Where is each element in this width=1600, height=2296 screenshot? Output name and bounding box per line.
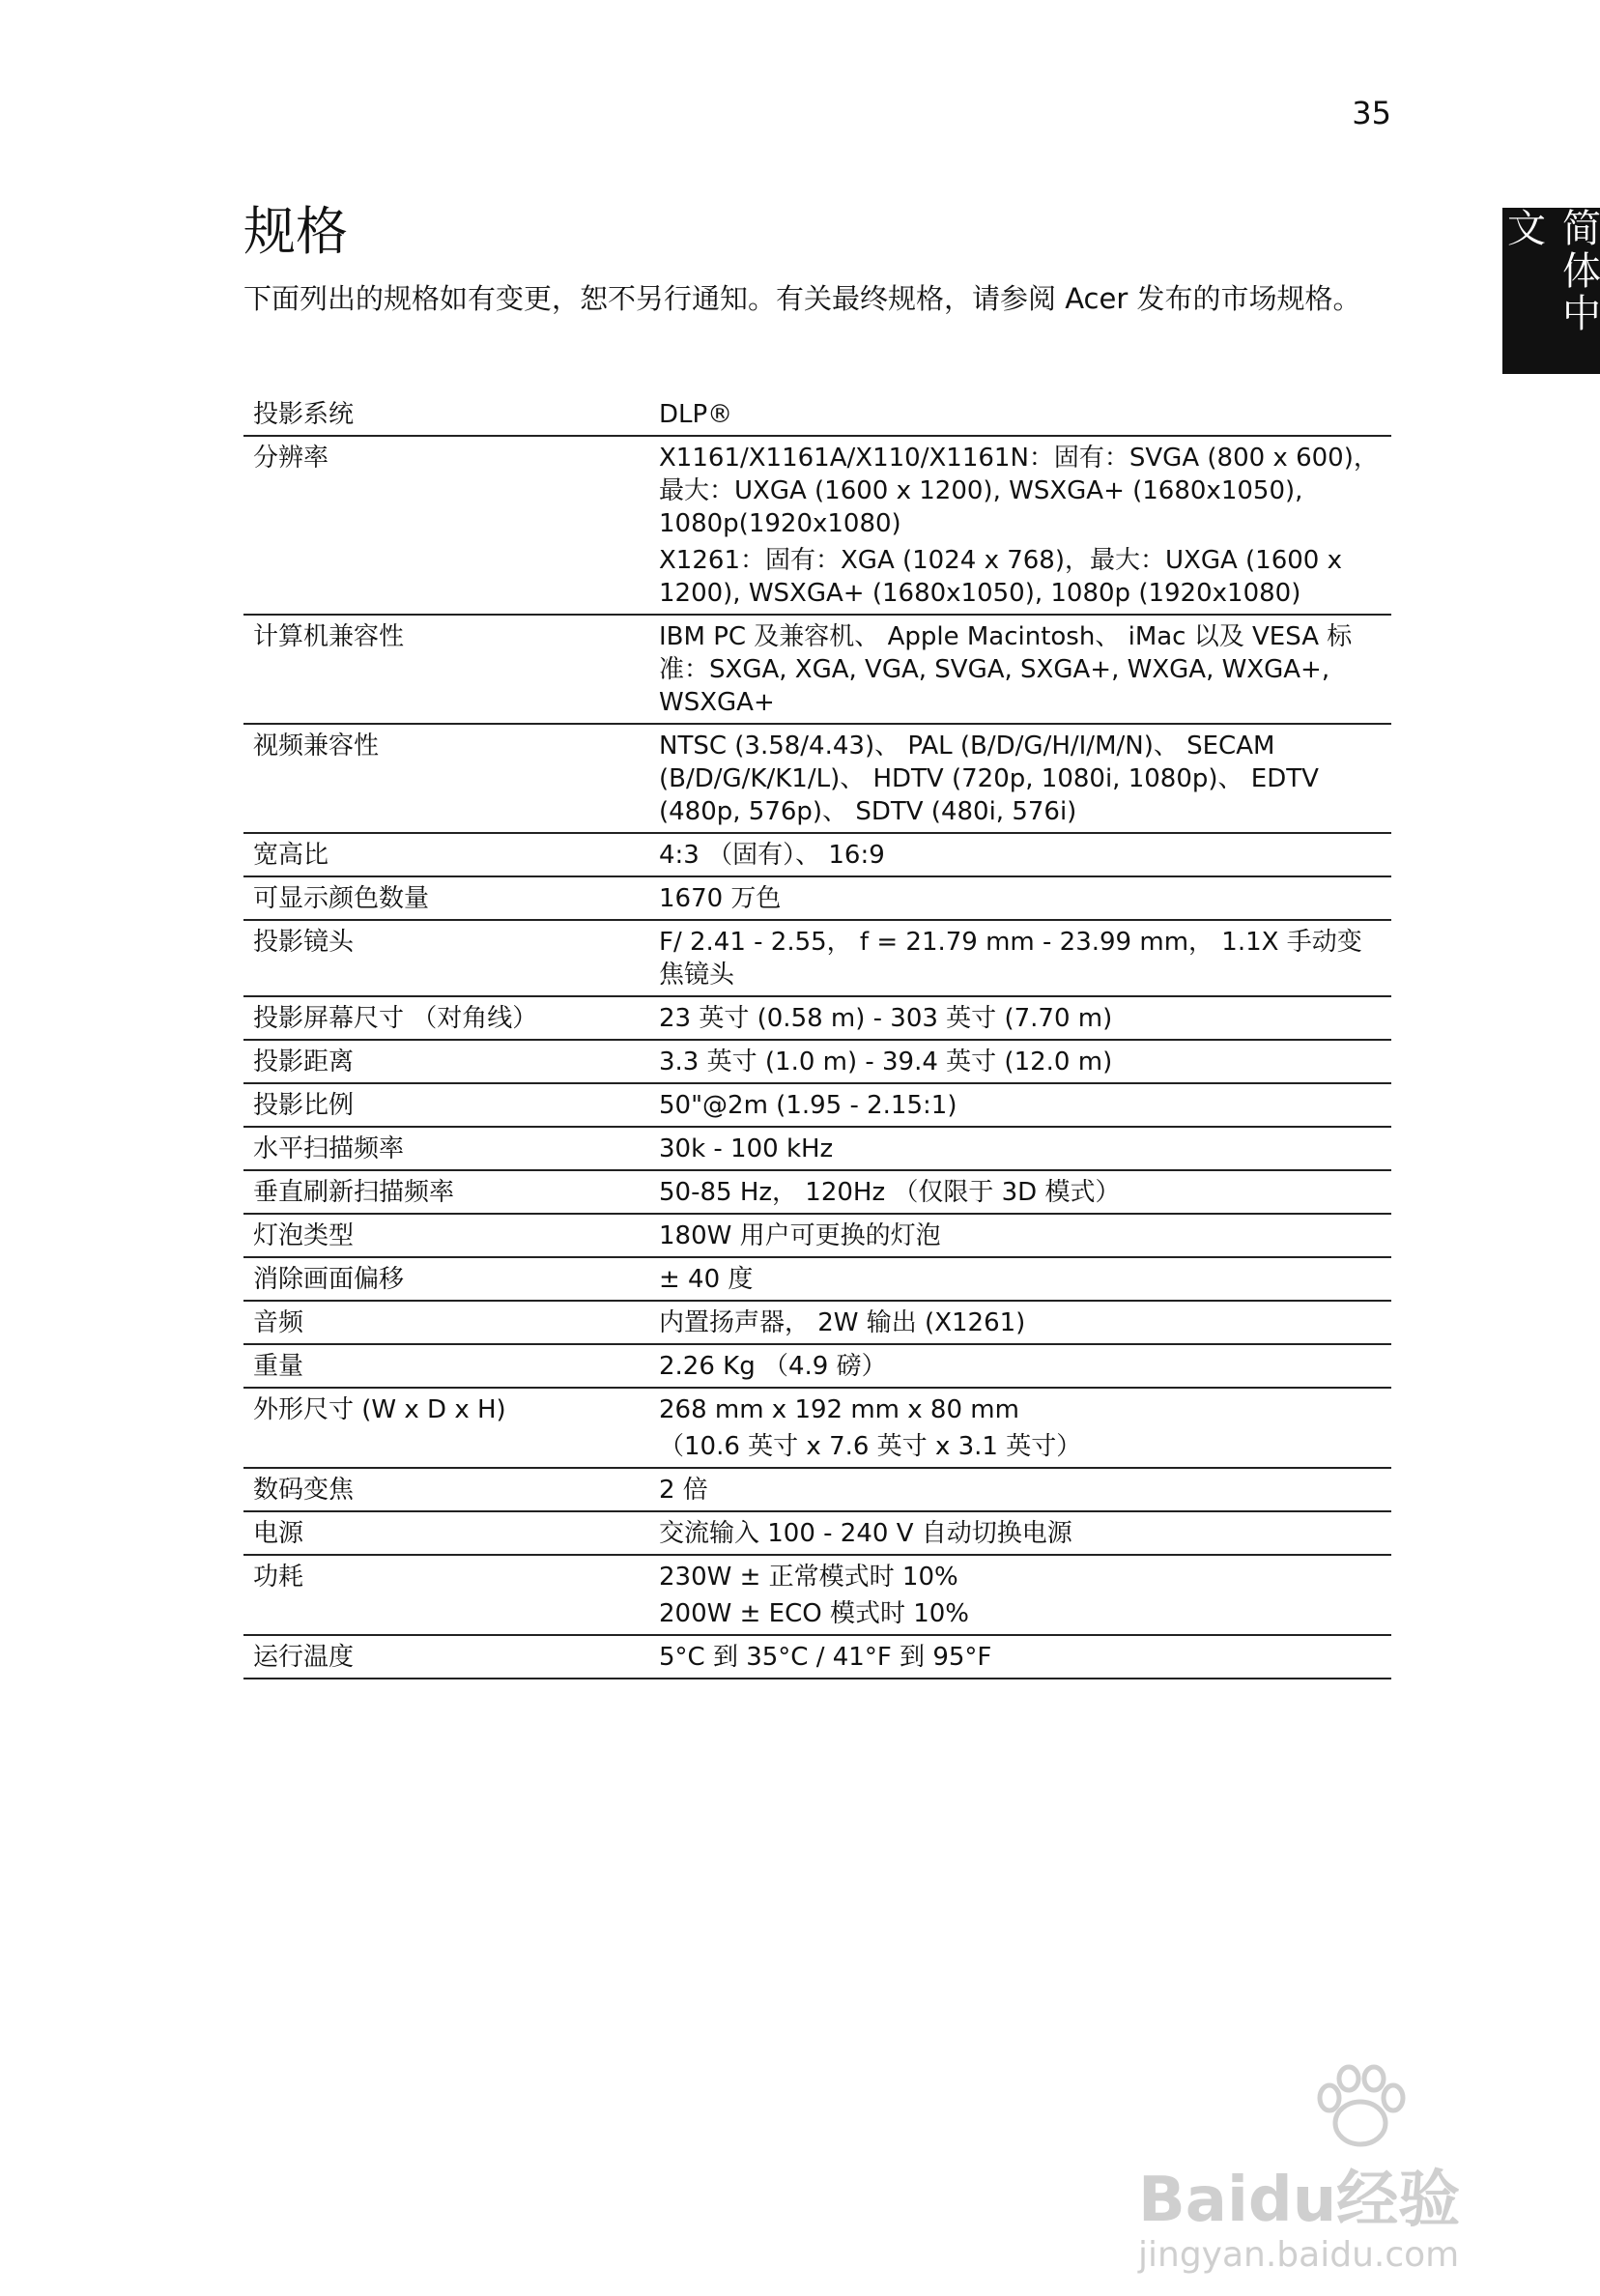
spec-label: 水平扫描频率 [243, 1127, 647, 1170]
baidu-watermark [1129, 2063, 1515, 2285]
spec-value-line: 50-85 Hz， 120Hz （仅限于 3D 模式） [659, 1178, 1121, 1207]
spec-row [243, 1214, 1391, 1257]
spec-label: 投影屏幕尺寸 （对角线） [243, 996, 647, 1040]
spec-table [243, 393, 1391, 1679]
spec-value [647, 1635, 1391, 1679]
spec-row [243, 1170, 1391, 1214]
spec-value [647, 1257, 1391, 1301]
spec-value [647, 1468, 1391, 1511]
spec-value-line: ± 40 度 [659, 1265, 754, 1294]
spec-value [647, 833, 1391, 876]
spec-row [243, 876, 1391, 920]
spec-row [243, 1127, 1391, 1170]
spec-value-line: 1670 万色 [659, 884, 782, 913]
spec-value [647, 436, 1391, 615]
spec-value-line: F/ 2.41 - 2.55， f = 21.79 mm - 23.99 mm， 1.1X 手动变焦镜头 [659, 928, 1362, 990]
spec-label: 电源 [243, 1511, 647, 1555]
spec-label: 宽高比 [243, 833, 647, 876]
spec-row [243, 393, 1391, 436]
spec-value [647, 1214, 1391, 1257]
spec-row [243, 1555, 1391, 1635]
spec-value-line: X1261：固有：XGA (1024 x 768)，最大：UXGA (1600 x 1200), WSXGA+ (1680x1050), 1080p (1920x1080) [659, 546, 1342, 608]
spec-value [647, 920, 1391, 996]
spec-row [243, 1257, 1391, 1301]
spec-label: 投影距离 [243, 1040, 647, 1083]
spec-table-body [243, 393, 1391, 1679]
spec-value-line: 200W ± ECO 模式时 10% [659, 1599, 970, 1628]
spec-row [243, 436, 1391, 615]
language-side-tab: 简体中文 [1502, 208, 1600, 374]
spec-value-line: 180W 用户可更换的灯泡 [659, 1221, 941, 1250]
spec-value [647, 615, 1391, 724]
spec-row [243, 1468, 1391, 1511]
spec-value [647, 1301, 1391, 1344]
spec-value-line: 30k - 100 kHz [659, 1134, 834, 1163]
spec-row [243, 615, 1391, 724]
spec-label: 计算机兼容性 [243, 615, 647, 724]
spec-label: 灯泡类型 [243, 1214, 647, 1257]
spec-value-line: X1161/X1161A/X110/X1161N：固有：SVGA (800 x 600)，最大：UXGA (1600 x 1200), WSXGA+ (1680x1050), 1080p(1920x1080) [659, 444, 1379, 538]
spec-row [243, 1511, 1391, 1555]
spec-label: 垂直刷新扫描频率 [243, 1170, 647, 1214]
spec-label: 功耗 [243, 1555, 647, 1635]
spec-value-line: 2 倍 [659, 1476, 708, 1505]
spec-row [243, 724, 1391, 833]
spec-value-line: 230W ± 正常模式时 10% [659, 1563, 958, 1592]
page-number: 35 [1352, 95, 1391, 131]
spec-value-line: 2.26 Kg （4.9 磅） [659, 1352, 887, 1381]
spec-row [243, 1635, 1391, 1679]
spec-value [647, 1170, 1391, 1214]
spec-value-line: 3.3 英寸 (1.0 m) - 39.4 英寸 (12.0 m) [659, 1048, 1113, 1076]
spec-value [647, 876, 1391, 920]
spec-value-line: 交流输入 100 - 240 V 自动切换电源 [659, 1519, 1072, 1548]
watermark-logo: Baidu经验 [1138, 2165, 1461, 2236]
spec-value-line: （10.6 英寸 x 7.6 英寸 x 3.1 英寸） [659, 1432, 1082, 1461]
spec-label: 投影系统 [243, 393, 647, 436]
spec-row [243, 1083, 1391, 1127]
spec-label: 可显示颜色数量 [243, 876, 647, 920]
spec-label: 音频 [243, 1301, 647, 1344]
spec-row [243, 1301, 1391, 1344]
spec-label: 分辨率 [243, 436, 647, 615]
spec-value [647, 393, 1391, 436]
page-title: 规格 [243, 201, 348, 262]
spec-value-line: 23 英寸 (0.58 m) - 303 英寸 (7.70 m) [659, 1004, 1113, 1033]
spec-value [647, 1344, 1391, 1388]
intro-paragraph: 下面列出的规格如有变更，恕不另行通知。有关最终规格，请参阅 Acer 发布的市场规格。 [243, 282, 1361, 315]
spec-label: 投影比例 [243, 1083, 647, 1127]
spec-value [647, 1127, 1391, 1170]
spec-value [647, 1511, 1391, 1555]
spec-value-line: 内置扬声器， 2W 输出 (X1261) [659, 1308, 1026, 1337]
spec-label: 外形尺寸 (W x D x H) [243, 1388, 647, 1468]
spec-row [243, 833, 1391, 876]
spec-value [647, 996, 1391, 1040]
spec-row [243, 1344, 1391, 1388]
spec-row [243, 1388, 1391, 1468]
spec-label: 投影镜头 [243, 920, 647, 996]
spec-value [647, 1388, 1391, 1468]
spec-value [647, 1555, 1391, 1635]
spec-value-line: NTSC (3.58/4.43)、 PAL (B/D/G/H/I/M/N)、 SECAM (B/D/G/K/K1/L)、 HDTV (720p, 1080i, 1080p)、 EDTV (480p, 576p)、 SDTV (480i, 576i) [659, 732, 1319, 826]
spec-value [647, 1083, 1391, 1127]
spec-value [647, 1040, 1391, 1083]
spec-value-line: DLP® [659, 400, 733, 429]
spec-label: 视频兼容性 [243, 724, 647, 833]
spec-value-line: IBM PC 及兼容机、 Apple Macintosh、 iMac 以及 VESA 标准：SXGA, XGA, VGA, SVGA, SXGA+, WXGA, WXGA+, WSXGA+ [659, 622, 1353, 717]
spec-value-line: 4:3 （固有）、 16:9 [659, 841, 885, 870]
spec-label: 运行温度 [243, 1635, 647, 1679]
watermark-url: jingyan.baidu.com [1138, 2235, 1460, 2275]
paw-icon [1302, 2063, 1418, 2150]
spec-row [243, 1040, 1391, 1083]
spec-value-line: 268 mm x 192 mm x 80 mm [659, 1395, 1019, 1424]
spec-row [243, 996, 1391, 1040]
spec-value-line: 50"@2m (1.95 - 2.15:1) [659, 1091, 957, 1120]
spec-value [647, 724, 1391, 833]
spec-row [243, 920, 1391, 996]
spec-label: 消除画面偏移 [243, 1257, 647, 1301]
spec-value-line: 5°C 到 35°C / 41°F 到 95°F [659, 1643, 992, 1672]
spec-label: 重量 [243, 1344, 647, 1388]
spec-label: 数码变焦 [243, 1468, 647, 1511]
